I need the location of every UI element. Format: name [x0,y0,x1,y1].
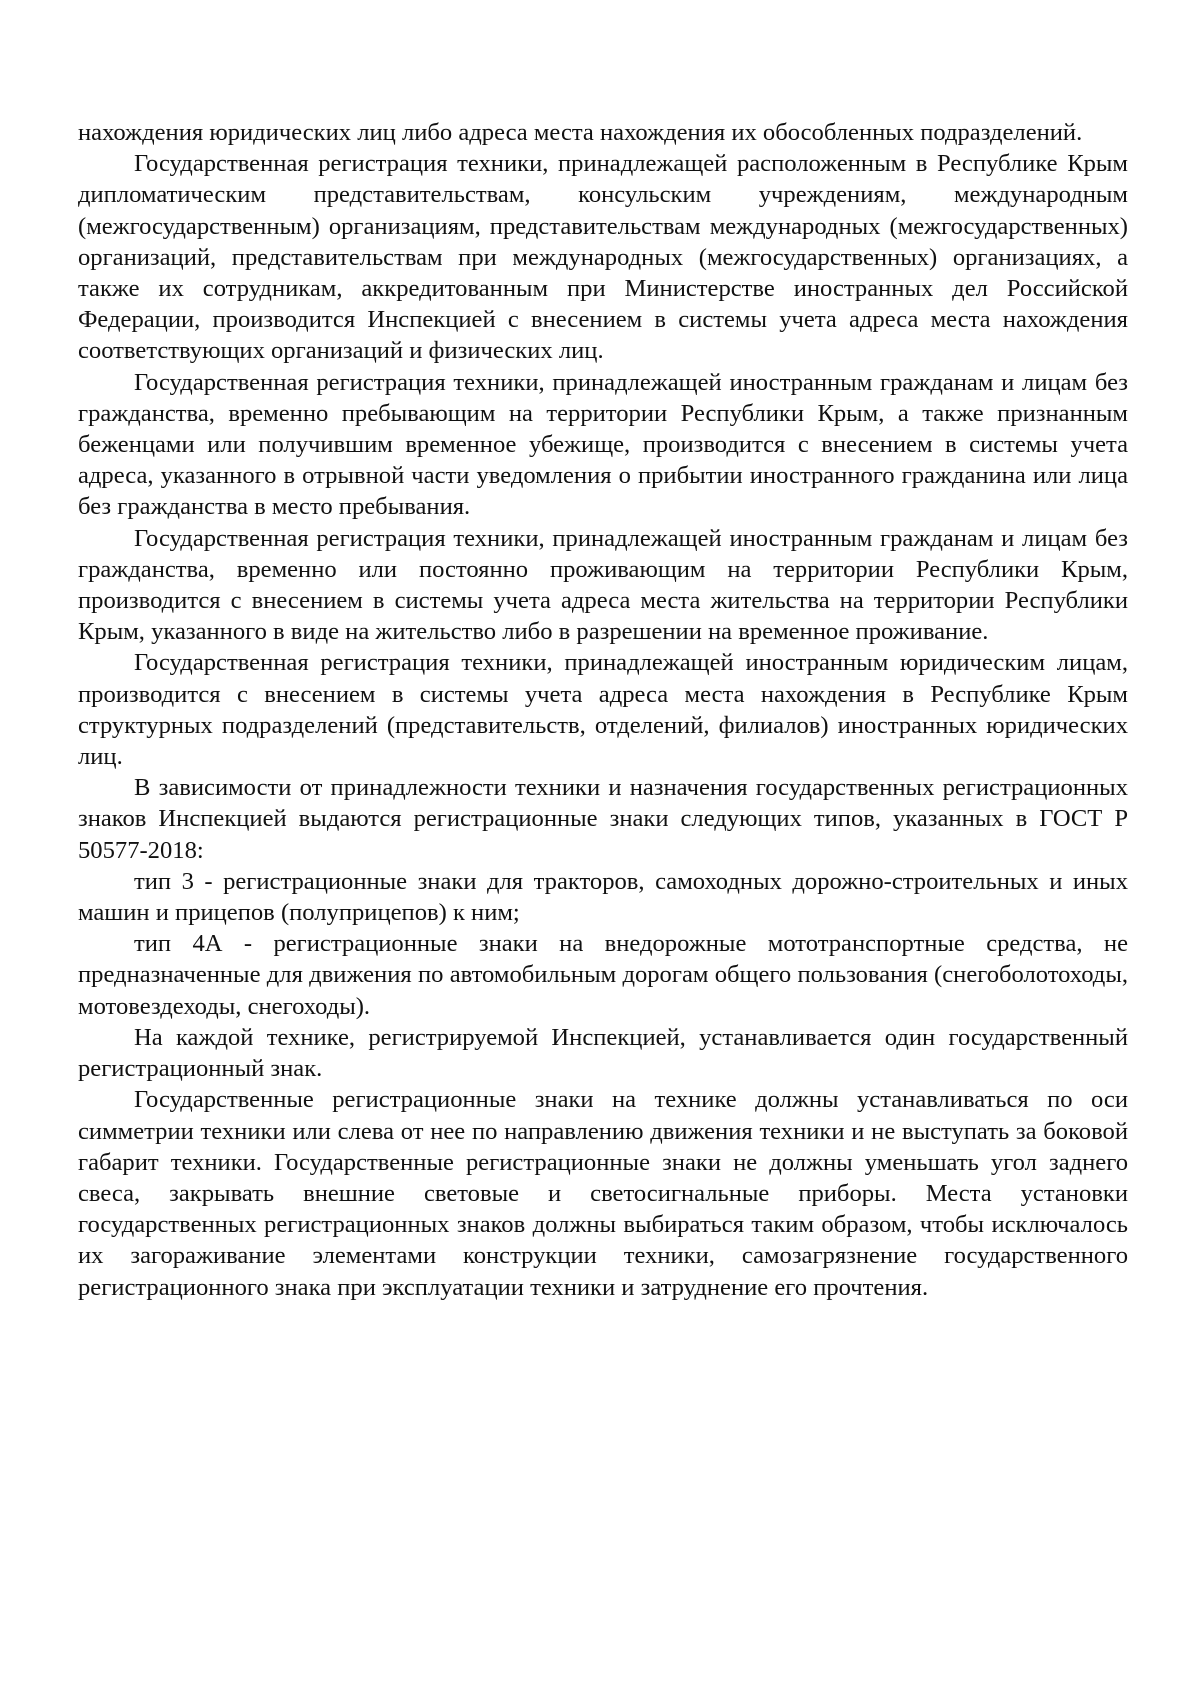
paragraph-continuation: нахождения юридических лиц либо адреса места нахождения их обособленных подразделений. [78,119,1083,146]
paragraph-plate-installation: Государственные регистрационные знаки на технике должны устанавливаться по оси симметрии техники или слева от нее по направлению движения техники и не выступать за боковой габарит техники. Государственные регистрационные знаки не должны уменьшать угол заднего свеса, закрывать внешние световые и светосигнальные приборы. Места установки государственных регистрационных знаков должны выбираться таким образом, чтобы исключалось их загораживание элементами конструкции техники, самозагрязнение государственного регистрационного знака при эксплуатации техники и затруднение его прочтения. [78,1086,1128,1301]
paragraph-diplomatic-registration: Государственная регистрация техники, принадлежащей расположенным в Республике Крым дипломатическим представительствам, консульским учреждениям, международным (межгосударственным) организациям, представительствам международных (межгосударственных) организаций, представительствам при международных (межгосударственных) организациях, а также их сотрудникам, аккредитованным при Министерстве иностранных дел Российской Федерации, производится Инспекцией с внесением в системы учета адреса места нахождения соответствующих организаций и физических лиц. [78,150,1128,365]
paragraph-one-plate: На каждой технике, регистрируемой Инспекцией, устанавливается один государственный регистрационный знак. [78,1023,1128,1083]
paragraph-plate-types-intro: В зависимости от принадлежности техники и назначения государственных регистрационных знаков Инспекцией выдаются регистрационные знаки следующих типов, указанных в ГОСТ Р 50577-2018: [78,774,1128,864]
document-body [78,117,1128,1303]
paragraph-plate-type-3: тип 3 - регистрационные знаки для тракторов, самоходных дорожно-строительных и иных машин и прицепов (полуприцепов) к ним; [78,867,1128,927]
paragraph-resident-foreigners: Государственная регистрация техники, принадлежащей иностранным гражданам и лицам без гражданства, временно или постоянно проживающим на территории Республики Крым, производится с внесением в системы учета адреса места жительства на территории Республики Крым, указанного в виде на жительство либо в разрешении на временное проживание. [78,524,1128,646]
paragraph-temporary-foreigners: Государственная регистрация техники, принадлежащей иностранным гражданам и лицам без гражданства, временно пребывающим на территории Республики Крым, а также признанным беженцами или получившим временное убежище, производится с внесением в системы учета адреса, указанного в отрывной части уведомления о прибытии иностранного гражданина или лица без гражданства в место пребывания. [78,368,1128,521]
paragraph-foreign-legal-entities: Государственная регистрация техники, принадлежащей иностранным юридическим лицам, производится с внесением в системы учета адреса места нахождения в Республике Крым структурных подразделений (представительств, отделений, филиалов) иностранных юридических лиц. [78,649,1128,771]
paragraph-plate-type-4a: тип 4А - регистрационные знаки на внедорожные мототранспортные средства, не предназначенные для движения по автомобильным дорогам общего пользования (снегоболотоходы, мотовездеходы, снегоходы). [78,930,1128,1020]
